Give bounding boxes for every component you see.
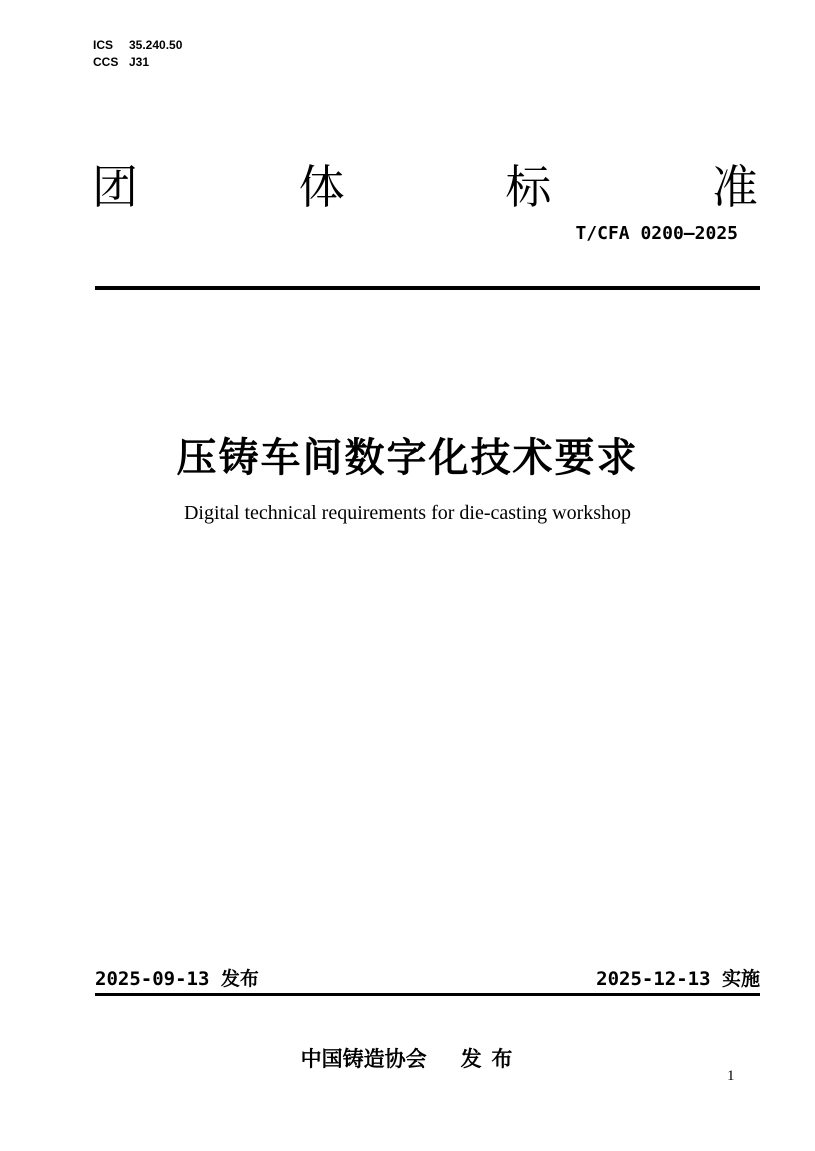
ccs-code-row: [93, 54, 182, 71]
page-number: 1: [727, 1068, 735, 1084]
ccs-label: CCS: [93, 55, 119, 69]
classification-codes: [93, 37, 182, 71]
document-title-en: Digital technical requirements for die-casting workshop: [183, 502, 632, 524]
standard-number: T/CFA 0200—2025: [575, 223, 738, 244]
footer-rule: [95, 993, 760, 996]
ics-label: ICS: [93, 38, 114, 52]
doc-type-char-4: 准: [711, 161, 758, 213]
header-rule: [95, 286, 760, 290]
publish-action-label: 发 布: [460, 1048, 515, 1071]
publisher-row: [0, 1047, 815, 1072]
publisher-name: 中国铸造协会: [300, 1048, 427, 1071]
document-title-zh: 压铸车间数字化技术要求: [176, 436, 639, 480]
dates-row: [95, 967, 760, 991]
doc-type-heading: [92, 161, 758, 213]
ics-code-row: [93, 37, 182, 54]
ics-value: 35.240.50: [129, 38, 183, 52]
doc-type-char-1: 团: [92, 161, 138, 213]
implement-date: 2025-12-13 实施: [596, 968, 760, 990]
doc-type-char-2: 体: [298, 161, 345, 213]
issue-date: 2025-09-13 发布: [95, 968, 259, 990]
doc-type-char-3: 标: [505, 161, 552, 213]
ccs-value: J31: [129, 55, 150, 69]
